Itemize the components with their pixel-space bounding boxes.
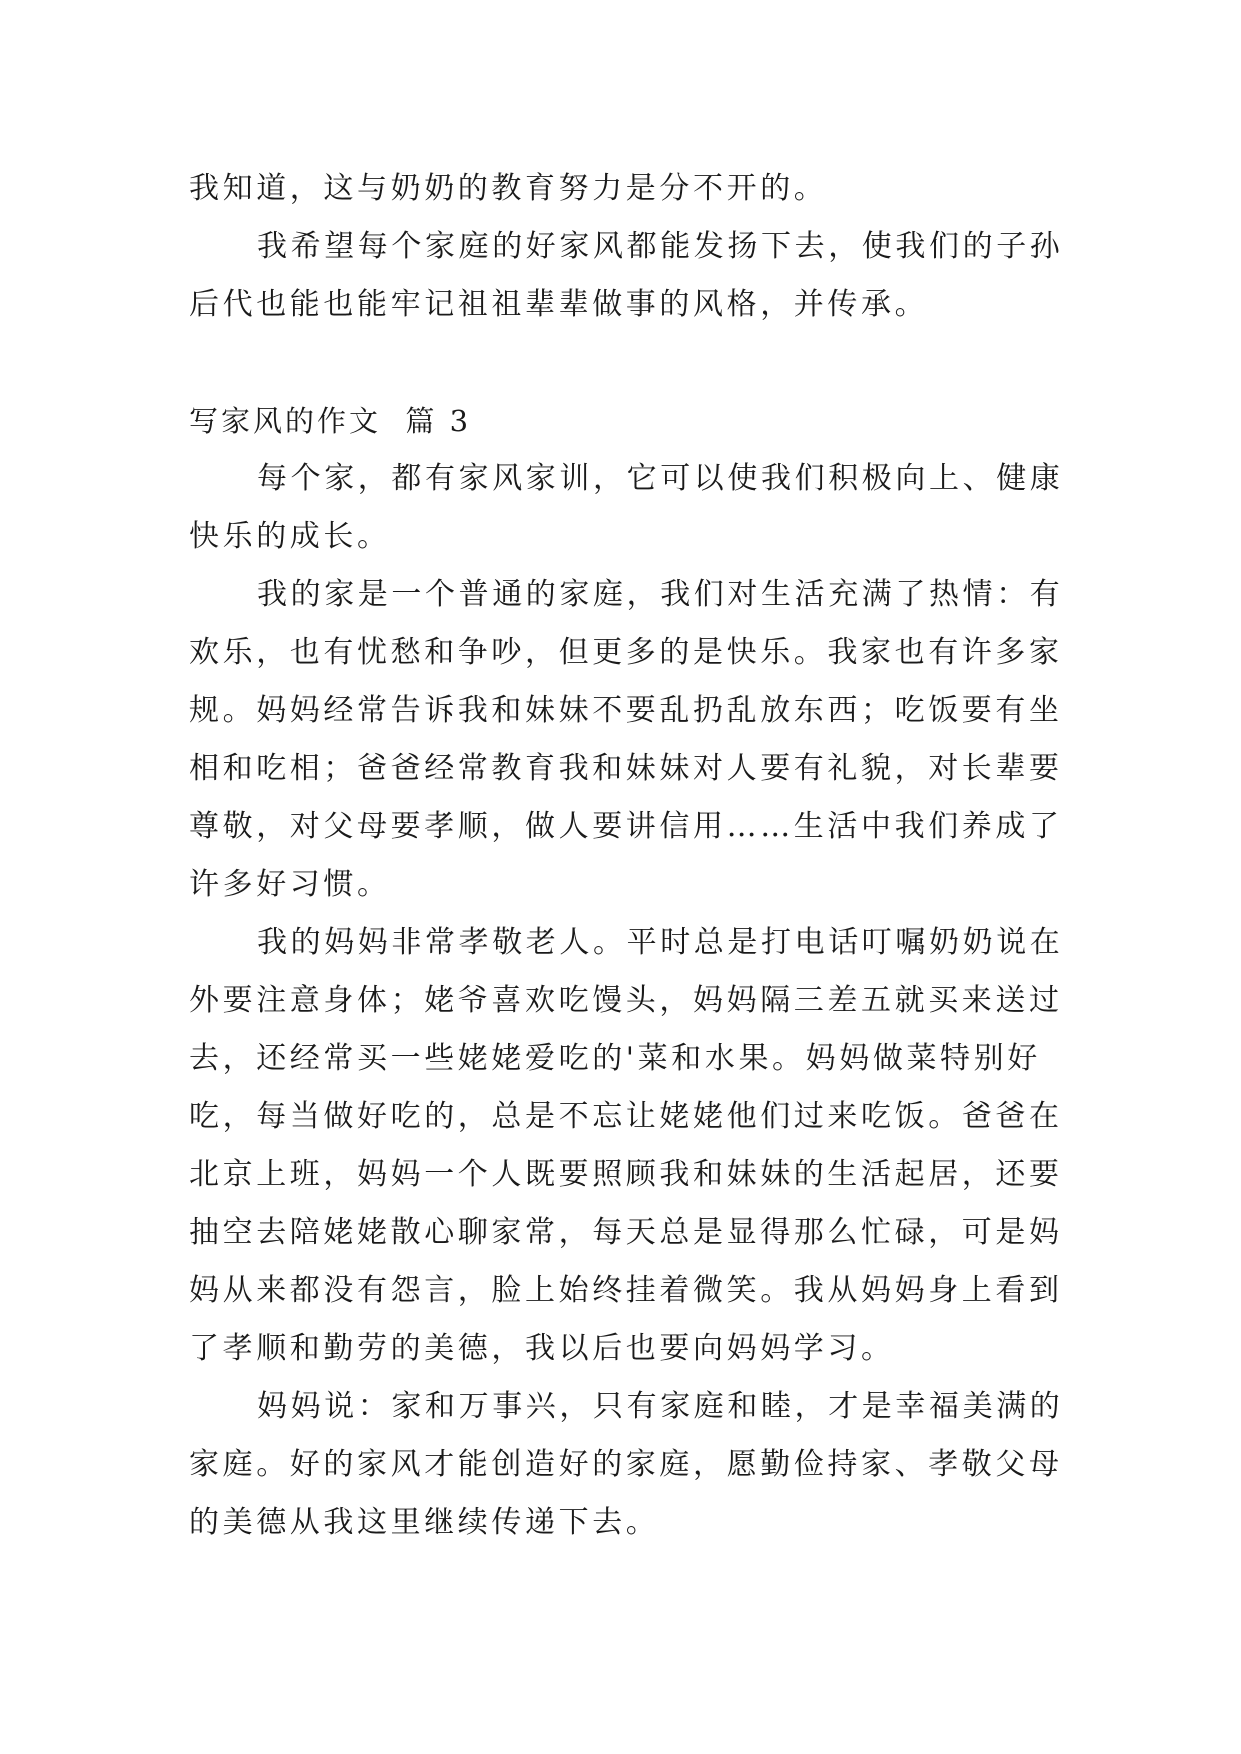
text-line: 快乐的成长。 <box>189 519 391 554</box>
text-line: 规。妈妈经常告诉我和妹妹不要乱扔乱放东西；吃饭要有坐 <box>189 693 1063 728</box>
text-line: 相和吃相；爸爸经常教育我和妹妹对人要有礼貌，对长辈要 <box>189 751 1063 786</box>
paragraph-2 <box>189 218 1069 334</box>
text-line: 妈妈说：家和万事兴，只有家庭和睦，才是幸福美满的 <box>257 1389 1064 1424</box>
paragraph-4 <box>189 566 1069 914</box>
text-line: 外要注意身体；姥爷喜欢吃馒头，妈妈隔三差五就买来送过 <box>189 983 1063 1018</box>
text-line: 尊敬，对父母要孝顺，做人要讲信用……生活中我们养成了 <box>189 809 1063 844</box>
text-line: 后代也能也能牢记祖祖辈辈做事的风格，并传承。 <box>189 287 929 322</box>
text-line: 抽空去陪姥姥散心聊家常，每天总是显得那么忙碌，可是妈 <box>189 1215 1063 1250</box>
text-line: 家庭。好的家风才能创造好的家庭，愿勤俭持家、孝敬父母 <box>189 1447 1063 1482</box>
paragraph-5 <box>189 914 1069 1378</box>
text-line: 妈从来都没有怨言，脸上始终挂着微笑。我从妈妈身上看到 <box>189 1273 1063 1308</box>
text-line: 吃，每当做好吃的，总是不忘让姥姥他们过来吃饭。爸爸在 <box>189 1099 1063 1134</box>
text-line: 欢乐，也有忧愁和争吵，但更多的是快乐。我家也有许多家 <box>189 635 1063 670</box>
paragraph-3 <box>189 450 1069 566</box>
text-line: 北京上班，妈妈一个人既要照顾我和妹妹的生活起居，还要 <box>189 1157 1063 1192</box>
text-line: 我知道，这与奶奶的教育努力是分不开的。 <box>189 171 828 206</box>
text-line: 我希望每个家庭的好家风都能发扬下去，使我们的子孙 <box>257 229 1064 264</box>
text-line: 的美德从我这里继续传递下去。 <box>189 1505 660 1540</box>
text-line: 我的妈妈非常孝敬老人。平时总是打电话叮嘱奶奶说在 <box>257 925 1064 960</box>
text-line: 我的家是一个普通的家庭，我们对生活充满了热情：有 <box>257 577 1064 612</box>
text-line: 每个家，都有家风家训，它可以使我们积极向上、健康 <box>257 461 1064 496</box>
text-line: 去，还经常买一些姥姥爱吃的'菜和水果。妈妈做菜特别好 <box>189 1041 1041 1076</box>
section-heading: 写家风的作文 篇 3 <box>189 404 472 438</box>
document-body <box>189 160 1069 1552</box>
text-line: 了孝顺和勤劳的美德，我以后也要向妈妈学习。 <box>189 1331 895 1366</box>
text-line: 许多好习惯。 <box>189 867 391 902</box>
paragraph-6 <box>189 1378 1069 1552</box>
paragraph-1 <box>189 160 1069 218</box>
